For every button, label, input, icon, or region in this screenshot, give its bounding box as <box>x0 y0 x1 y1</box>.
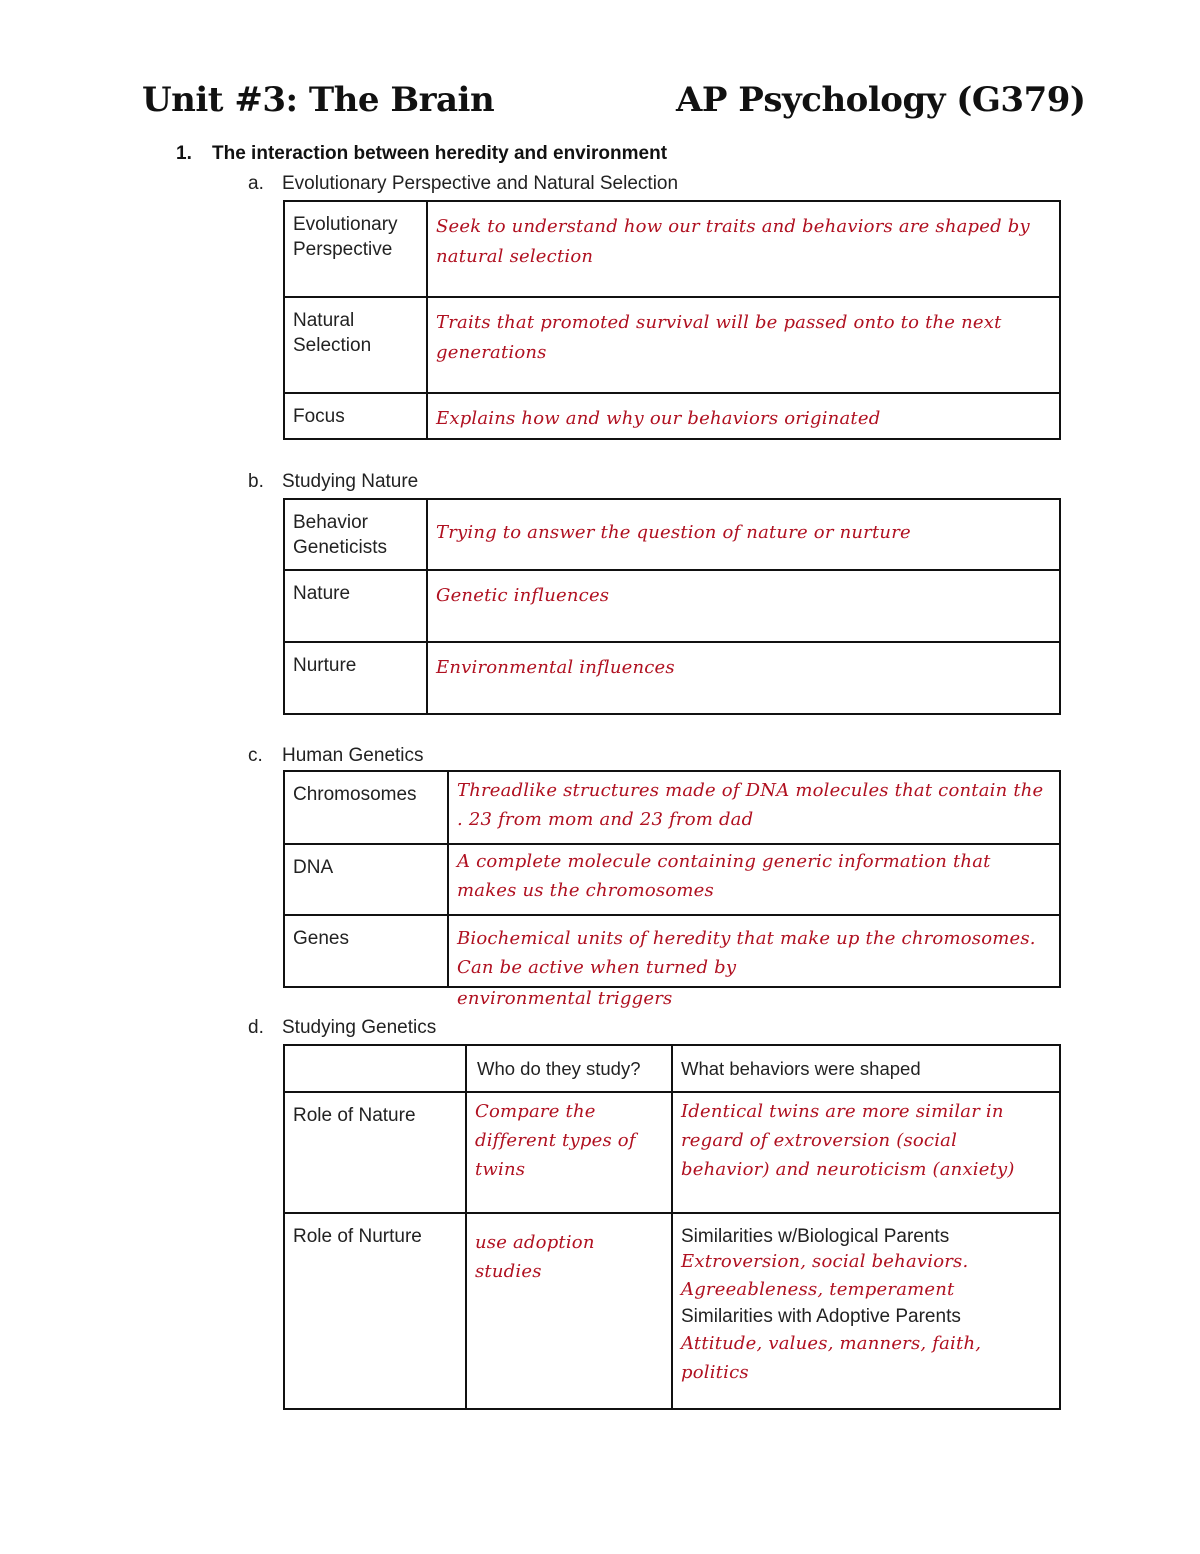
term-cell: Natural Selection <box>284 297 427 393</box>
bio-parents-answer-2: Agreeableness, temperament <box>681 1279 955 1300</box>
who-cell: Compare the different types of twins <box>466 1092 672 1213</box>
subsection-c-title: Human Genetics <box>282 745 424 766</box>
table-row <box>284 570 1060 642</box>
subsection-b-title: Studying Nature <box>282 471 419 492</box>
subsection-a-heading <box>248 173 678 195</box>
unit-title: Unit #3: The Brain <box>142 80 495 120</box>
subsection-d-heading <box>248 1017 436 1039</box>
term-cell: Chromosomes <box>284 771 448 844</box>
table-row <box>284 642 1060 714</box>
subsection-c-heading <box>248 745 424 767</box>
section-number: 1. <box>176 143 192 164</box>
genetics-table <box>283 770 1061 1009</box>
subsection-b-letter: b. <box>248 471 264 492</box>
term-cell: Role of Nurture <box>284 1213 466 1409</box>
subsection-d-letter: d. <box>248 1017 264 1038</box>
answer-cell: A complete molecule containing generic information that makes us the chromosomes <box>448 844 1060 915</box>
term-cell: Nurture <box>284 642 427 714</box>
subsection-c-letter: c. <box>248 745 263 766</box>
term-cell: Nature <box>284 570 427 642</box>
adoptive-parents-label: Similarities with Adoptive Parents <box>681 1306 961 1327</box>
studying-genetics-table <box>283 1044 1061 1410</box>
bio-parents-label: Similarities w/Biological Parents <box>681 1226 950 1247</box>
subsection-d-title: Studying Genetics <box>282 1017 437 1038</box>
answer-overflow-text: environmental triggers <box>457 988 673 1009</box>
behaviors-cell: Identical twins are more similar in regard of extroversion (social behavior) and neuroticism (anxiety) <box>672 1092 1060 1213</box>
col-header-who: Who do they study? <box>466 1045 672 1092</box>
answer-text: Biochemical units of heredity that make up the chromosomes. Can be active when turned by <box>457 928 1036 978</box>
table-row <box>284 393 1060 439</box>
term-cell: Genes <box>284 915 448 987</box>
table-row <box>284 1045 1060 1092</box>
answer-cell: Environmental influences <box>427 642 1060 714</box>
col-header-behaviors: What behaviors were shaped <box>672 1045 1060 1092</box>
term-cell: Evolutionary Perspective <box>284 201 427 297</box>
table-row <box>284 201 1060 297</box>
table-row <box>284 915 1060 987</box>
answer-cell <box>448 915 1060 1009</box>
table-row <box>284 771 1060 844</box>
section-heading <box>176 143 667 165</box>
answer-cell: Seek to understand how our traits and behaviors are shaped by natural selection <box>427 201 1060 297</box>
table-row <box>284 499 1060 570</box>
course-title: AP Psychology (G379) <box>676 80 1086 120</box>
bio-parents-answer-1: Extroversion, social behaviors. <box>681 1251 969 1272</box>
term-cell: Behavior Geneticists <box>284 499 427 570</box>
who-cell: use adoption studies <box>466 1213 672 1409</box>
table-row <box>284 297 1060 393</box>
adoptive-parents-answer: Attitude, values, manners, faith, politics <box>681 1333 982 1383</box>
table-row <box>284 1213 1060 1409</box>
subsection-a-title: Evolutionary Perspective and Natural Selection <box>282 173 679 194</box>
nature-table <box>283 498 1061 715</box>
answer-cell: Genetic influences <box>427 570 1060 642</box>
answer-cell: Traits that promoted survival will be passed onto to the next generations <box>427 297 1060 393</box>
answer-cell: Trying to answer the question of nature or nurture <box>427 499 1060 570</box>
term-cell: DNA <box>284 844 448 915</box>
table-row <box>284 844 1060 915</box>
answer-cell: Explains how and why our behaviors originated <box>427 393 1060 439</box>
term-cell: Focus <box>284 393 427 439</box>
behaviors-cell <box>672 1213 1060 1409</box>
table-row <box>284 1092 1060 1213</box>
section-title: The interaction between heredity and environment <box>212 143 668 164</box>
term-cell: Role of Nature <box>284 1092 466 1213</box>
subsection-b-heading <box>248 471 418 493</box>
answer-cell: Threadlike structures made of DNA molecules that contain the . 23 from mom and 23 from dad <box>448 771 1060 844</box>
subsection-a-letter: a. <box>248 173 264 194</box>
empty-header-cell <box>284 1045 466 1092</box>
evolution-table <box>283 200 1061 440</box>
